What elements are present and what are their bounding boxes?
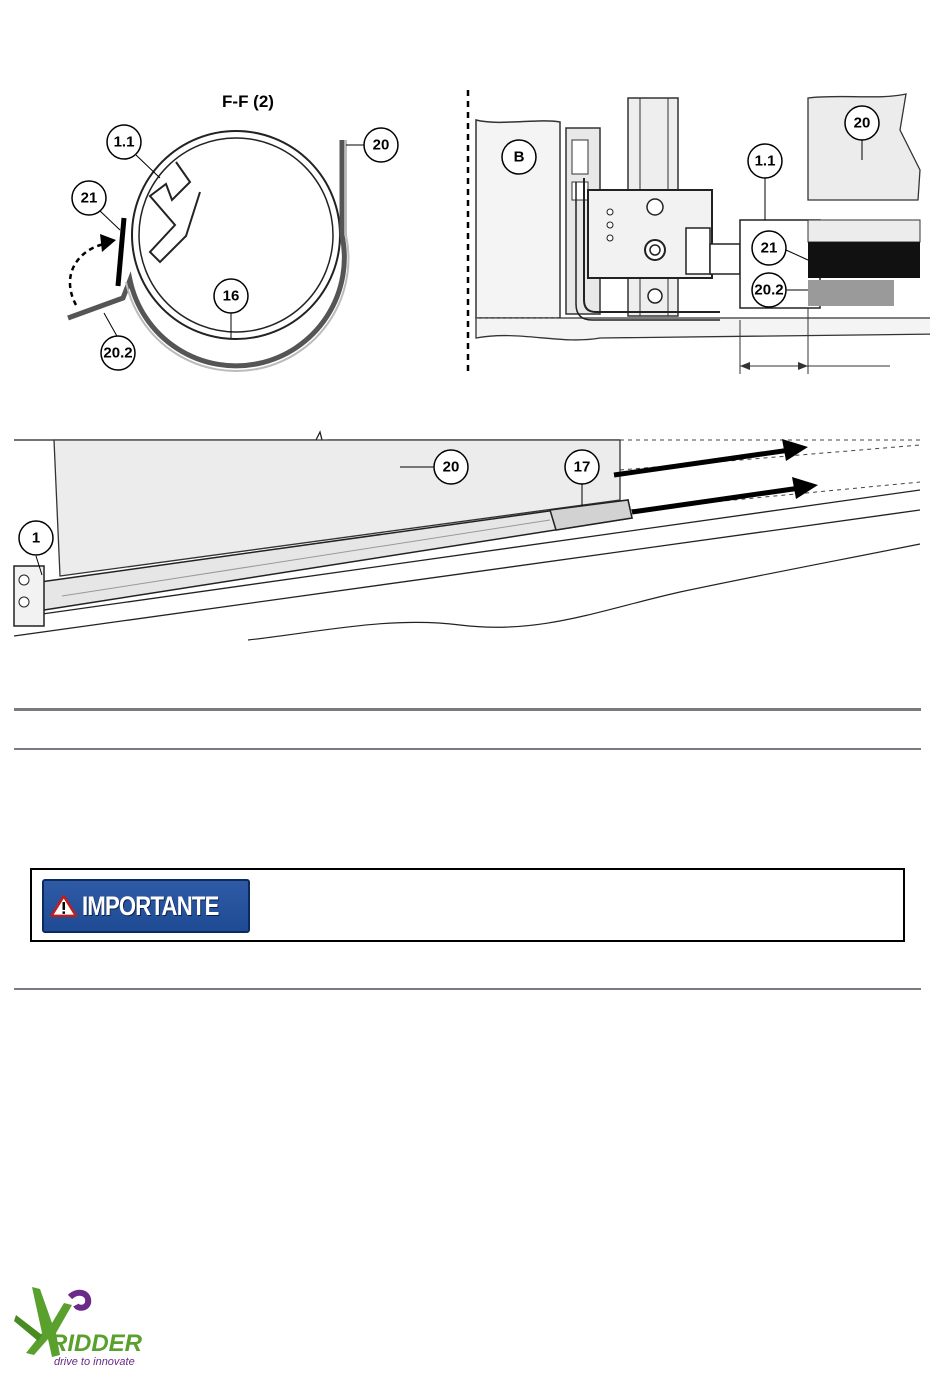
callout-17 <box>565 450 599 484</box>
black-strip-right <box>808 242 920 278</box>
section-rule-bottom <box>14 988 921 990</box>
section-rule-thick <box>14 708 921 711</box>
callout-16 <box>214 279 248 313</box>
important-badge <box>42 879 250 933</box>
black-strip <box>118 218 124 286</box>
callout-20-2-right <box>752 273 786 307</box>
section-view-title: F-F (2) <box>222 92 274 111</box>
svg-text:20: 20 <box>853 114 871 132</box>
warning-box <box>30 868 905 942</box>
callout-1 <box>19 521 53 555</box>
svg-text:B: B <box>513 148 525 166</box>
svg-text:16: 16 <box>222 287 240 305</box>
callout-20-bottom <box>434 450 468 484</box>
callout-1-1-right <box>748 144 782 178</box>
section-view-diagram <box>0 80 440 380</box>
dashed-arrow <box>70 244 104 305</box>
svg-text:1.1: 1.1 <box>113 133 135 151</box>
section-rule-thin <box>14 748 921 750</box>
svg-text:20.2: 20.2 <box>103 344 133 362</box>
logo-tagline: drive to innovate <box>54 1356 135 1368</box>
svg-text:21: 21 <box>760 239 778 257</box>
screen-wrap <box>68 140 344 366</box>
svg-text:20: 20 <box>442 458 460 476</box>
callout-20 <box>364 128 398 162</box>
ridder-logo <box>12 1285 162 1371</box>
screen-pull-diagram <box>0 425 940 650</box>
logo-brand: RIDDER <box>50 1330 143 1357</box>
callout-20-right <box>845 106 879 140</box>
ridder-logo-mark <box>12 1285 162 1371</box>
pull-arrow-upper <box>614 450 790 475</box>
callout-20-2 <box>101 336 135 370</box>
important-label: IMPORTANTE <box>81 890 219 921</box>
callout-b <box>502 140 536 174</box>
callout-1-1 <box>107 125 141 159</box>
svg-text:20: 20 <box>372 136 390 154</box>
svg-text:1: 1 <box>31 529 41 547</box>
svg-text:1.1: 1.1 <box>754 152 776 170</box>
warning-triangle-icon <box>50 883 78 929</box>
callout-21-right <box>752 231 786 265</box>
pull-arrow-lower <box>632 488 800 512</box>
svg-text:21: 21 <box>80 189 98 207</box>
mechanism-detail-diagram <box>460 85 930 380</box>
svg-text:20.2: 20.2 <box>754 281 784 299</box>
svg-text:17: 17 <box>573 458 591 476</box>
callout-21 <box>72 181 106 215</box>
grey-strip-right <box>808 280 894 306</box>
